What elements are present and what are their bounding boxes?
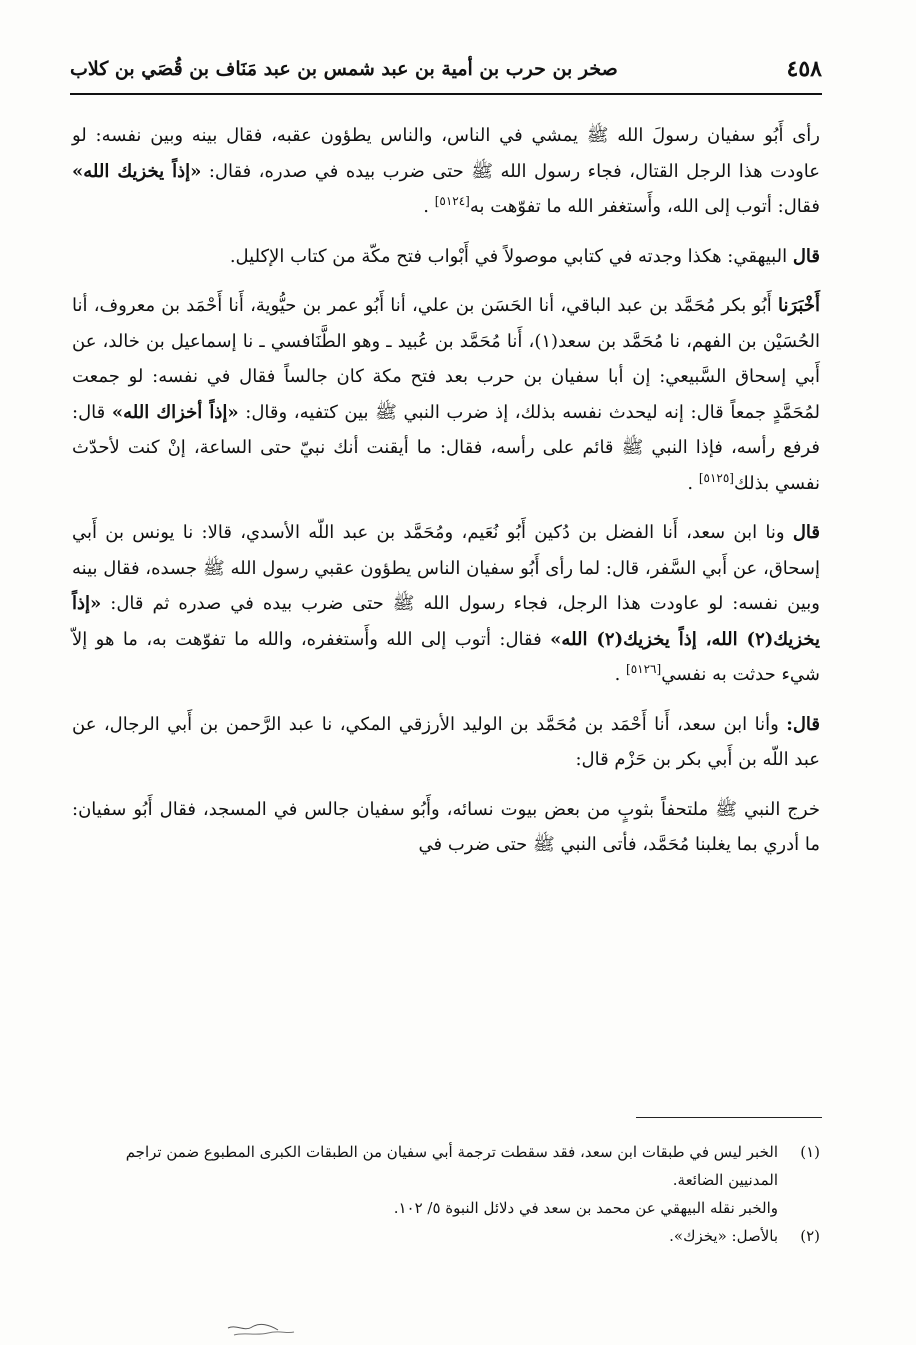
paragraph-text: قال: فرفع رأسه، فإذا النبي ﷺ قائم على رأسه، فقال: ما أيقنت أنك نبيّ حتى الساعة، إنْ كنت لأحدّث نفسي بذلك: [72, 401, 820, 494]
footnote-number: (٢): [800, 1227, 820, 1245]
footnote-line: والخبر نقله البيهقي عن محمد بن سعد في دلائل النبوة ٥/ ١٠٢.: [393, 1199, 778, 1217]
paragraph-text: فقال: أتوب إلى الله، وأَستغفر الله ما تفوّهت به: [469, 196, 820, 217]
footnote: [72, 1222, 820, 1250]
footnote-rule: [636, 1117, 822, 1118]
hadith-number: [٥١٢٥]: [698, 470, 734, 485]
hadith-number: [٥١٢٤]: [434, 194, 470, 208]
prophetic-quote: «إذاً يخزيك(٢) الله، إذاً يخزيك(٢) الله»: [72, 593, 820, 650]
paragraph-text: ونا ابن سعد، أَنا الفضل بن دُكين أَبُو نُعَيم، ومُحَمَّد بن عبد اللّه الأسدي، قالا: نا يونس بن أَبي إسحاق، عن أَبي السَّفر، قال: لما رأى أَبُو سفيان الناس يطؤون عقبي رسول الله ﷺ جسده، فقال بينه وبين نفسه: لو عاودت هذا الرجل، فجاء رسول الله ﷺ حتى ضرب بيده في صدره ثم قال:: [72, 522, 820, 614]
running-title: صخر بن حرب بن أمية بن عبد شمس بن عبد مَنَاف بن قُصَي بن كلاب: [70, 58, 618, 80]
paragraph-text: أَبُو بكر مُحَمَّد بن عبد الباقي، أنا الحَسَن بن علي، أنا أَبُو عمر بن حيُّوية، أَنا أَحْمَد بن معروف، أنا الحُسَيْن بن الفهم، نا مُحَمَّد بن سعد(١)، أَنا مُحَمَّد بن عُبيد ـ وهو الطَّنَافسي ـ نا إسماعيل بن خالد، عن أَبي إسحاق السَّبيعي: إن أبا سفيان بن حرب بعد فتح مكة كان جالساً فقال في نفسه: لو جمعت لمُحَمَّدٍ جمعاً قال: إنه ليحدث نفسه بذلك، إذ ضرب النبي ﷺ بين كتفيه، وقال:: [72, 295, 821, 423]
paragraph-lead: قال: [792, 522, 820, 543]
paragraph-text: البيهقي: هكذا وجدته في كتابي موصولاً في أَبْواب فتح مكّة من كتاب الإكليل.: [229, 245, 793, 267]
paragraph-text: خرج النبي ﷺ ملتحفاً بثوبٍ من بعض بيوت نسائه، وأَبُو سفيان جالس في المسجد، فقال أَبُو سفيان: ما أدري بما يغلبنا مُحَمَّد، فأتى النبي ﷺ حتى ضرب في: [72, 798, 820, 855]
header-rule: [70, 93, 822, 95]
paragraph-text: رأى أَبُو سفيان رسولَ الله ﷺ يمشي في الناس، والناس يطؤون عقبه، فقال بينه وبين نفسه: لو عاودت هذا الرجل القتال، فجاء رسول الله ﷺ حتى ضرب بيده في صدره، فقال:: [72, 125, 821, 182]
paragraph: [72, 515, 820, 693]
footnote-line: بالأصل: «يخزك».: [669, 1227, 778, 1245]
paragraph: [72, 118, 820, 225]
main-text: [72, 118, 820, 877]
paragraph-end: .: [614, 664, 627, 685]
paragraph-end: .: [423, 196, 435, 217]
paragraph-lead: أَخْبَرَنا: [778, 295, 820, 316]
paragraph: [72, 288, 820, 501]
paragraph-text: وأنا ابن سعد، أَنا أَحْمَد بن مُحَمَّد بن الوليد الأرزقي المكي، نا عبد الرَّحمن بن أَبي الرجال، عن عبد اللّه بن أَبي بكر بن حَزْم قال:: [72, 713, 820, 770]
footnote-number: (١): [800, 1143, 820, 1161]
paragraph-lead: قال: [792, 245, 820, 267]
page-header: [70, 52, 822, 92]
paragraph-lead: قال:: [786, 713, 820, 735]
page-number: ٤٥٨: [786, 56, 822, 82]
footnote-line: الخبر ليس في طبقات ابن سعد، فقد سقطت ترجمة أبي سفيان من الطبقات الكبرى المطبوع ضمن تراجم المدنيين الضائعة.: [125, 1143, 778, 1189]
paragraph: [72, 792, 820, 863]
footnotes: [72, 1138, 820, 1250]
paragraph: [72, 239, 820, 275]
paragraph-end: .: [687, 472, 699, 494]
footnote-text: [72, 1222, 778, 1250]
paragraph-text: فقال: أتوب إلى الله وأَستغفره، والله ما تفوّهت به، ما هو إلاّ شيء حدثت به نفسي: [72, 628, 820, 685]
footnote: [72, 1138, 820, 1222]
prophetic-quote: «إذاً يخزيك الله»: [72, 160, 202, 182]
pencil-mark: [226, 1322, 296, 1338]
paragraph: [72, 707, 820, 778]
footnote-text: [72, 1138, 778, 1222]
hadith-number: [٥١٢٦]: [626, 662, 662, 676]
prophetic-quote: «إذاً أخزاك الله»: [111, 401, 239, 423]
